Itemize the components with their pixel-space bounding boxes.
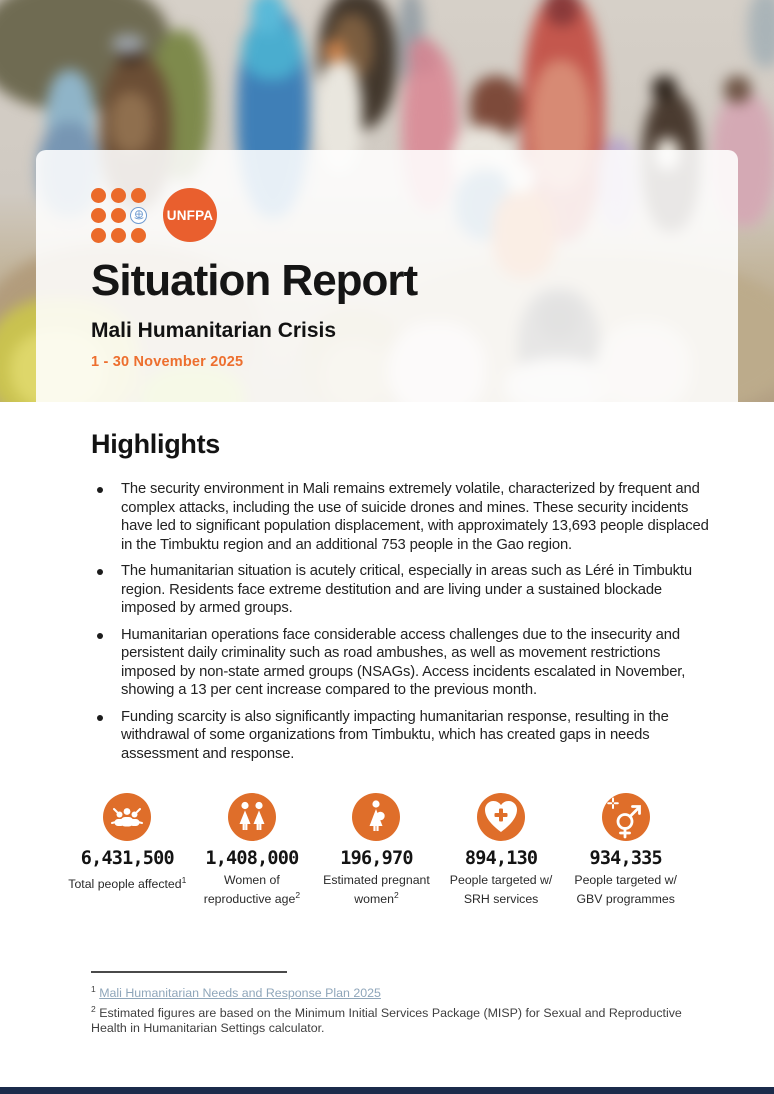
stat-value: 6,431,500	[80, 848, 174, 869]
highlight-text: Humanitarian operations face considerable access challenges due to the insecurity and persistent daily criminality such as road ambushes, as well as movement restrictions imposed by non-state armed groups (NSAGs). Access incidents escalated in November, showing a 13 per cent increase compared to the previous month.	[121, 626, 686, 698]
bullet-icon	[97, 633, 103, 639]
pregnant-woman-icon	[352, 793, 400, 841]
highlight-item	[91, 480, 714, 554]
stat-srh-services	[439, 793, 564, 907]
stat-value: 1,408,000	[205, 848, 299, 869]
bullet-icon	[97, 487, 103, 493]
unfpa-logo-dots	[91, 188, 146, 243]
highlight-text: The security environment in Mali remains extremely volatile, characterized by frequent and complex attacks, including the use of suicide drones and mines. These security incidents have led to significant population displacement, with approximately 13,693 people displaced in the Timbuktu region and an additional 753 people in the Gao region.	[121, 481, 709, 553]
footnotes	[91, 971, 714, 1037]
bullet-icon	[97, 569, 103, 575]
key-figures	[65, 793, 688, 907]
footer-bar	[0, 1087, 774, 1094]
highlight-text: Funding scarcity is also significantly impacting humanitarian response, resulting in the withdrawal of some organizations from Timbuktu, which has created gaps in needs assessment and response.	[121, 708, 669, 762]
report-subtitle: Mali Humanitarian Crisis	[91, 319, 337, 342]
report-body	[0, 402, 774, 1037]
stat-label: People targeted w/ SRH services	[449, 873, 553, 907]
stat-total-affected	[65, 793, 190, 907]
stat-pregnant-women	[314, 793, 439, 907]
header-card	[36, 150, 738, 402]
stat-value: 894,130	[464, 848, 538, 869]
footnote-1: $^1$ Mali Humanitarian Needs and Response Plan 2025	[91, 984, 381, 1001]
stat-label: Women of reproductive age$^2$	[203, 873, 301, 907]
gender-symbol-icon	[602, 793, 650, 841]
highlight-item	[91, 708, 714, 764]
stat-value: 934,335	[589, 848, 662, 869]
stat-gbv-programmes	[563, 793, 688, 907]
highlight-item	[91, 626, 714, 700]
highlight-text: The humanitarian situation is acutely critical, especially in areas such as Léré in Timbuktu region. Residents face extreme destitution and are living under a sustained blockade imposed by armed groups.	[121, 563, 692, 616]
highlights-heading: Highlights	[91, 429, 220, 459]
bullet-icon	[97, 715, 103, 721]
stat-women-reproductive-age	[190, 793, 315, 907]
footnote-divider	[91, 971, 287, 973]
two-people-icon	[228, 793, 276, 841]
unfpa-logo	[91, 187, 698, 243]
unfpa-wordmark: UNFPA	[163, 188, 217, 242]
footnote-link[interactable]: Mali Humanitarian Needs and Response Plan 2025	[99, 986, 381, 1001]
stat-label: People targeted w/ GBV programmes	[574, 873, 677, 907]
un-globe-icon	[130, 207, 147, 224]
page-title: Situation Report	[91, 256, 418, 305]
stat-label: Estimated pregnant women$^2$	[323, 873, 430, 907]
heart-plus-icon	[477, 793, 525, 841]
highlight-item	[91, 562, 714, 618]
date-range: 1 - 30 November 2025	[91, 354, 244, 370]
highlights-list	[91, 480, 714, 763]
stat-value: 196,970	[340, 848, 413, 869]
people-group-icon	[103, 793, 151, 841]
footnote-2: $^2$ Estimated figures are based on the Minimum Initial Services Package (MISP) for Sexual and Reproductive Health in Humanitarian Settings calculator.	[91, 1003, 682, 1036]
stat-label: Total people affected$^1$	[68, 875, 187, 892]
